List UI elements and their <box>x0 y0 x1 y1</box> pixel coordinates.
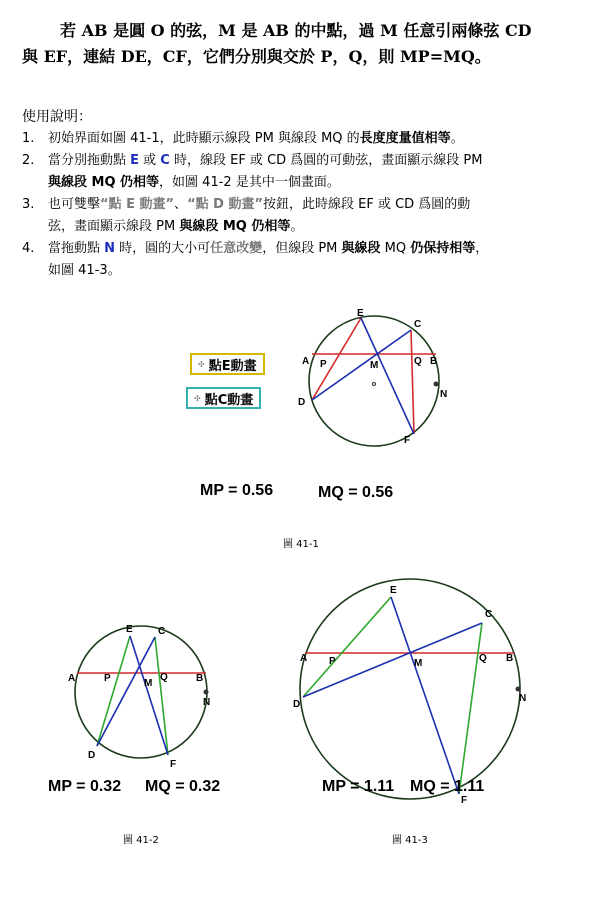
caption-fig2: 圖 41-2 <box>123 835 159 846</box>
segment-de <box>303 597 391 697</box>
label-n: N <box>519 693 527 704</box>
label-b: B <box>430 356 438 367</box>
label-a: A <box>302 356 310 367</box>
chord-ef <box>130 636 168 755</box>
chord-ef <box>391 597 459 794</box>
label-d: D <box>293 699 301 710</box>
segment-cf <box>459 623 482 794</box>
label-n: N <box>440 389 448 400</box>
animate-point-c-button[interactable]: ✣ 點C動畫 <box>186 387 261 409</box>
measure-mq-fig1: MQ = 0.56 <box>318 484 394 501</box>
measure-mq-fig2: MQ = 0.32 <box>145 778 221 795</box>
label-b: B <box>506 653 514 664</box>
animation-icon: ✣ <box>198 359 205 369</box>
label-p: P <box>104 673 111 684</box>
label-f: F <box>461 795 468 805</box>
measure-mp-fig3: MP = 1.11 <box>322 778 395 795</box>
label-m: M <box>414 658 423 669</box>
label-e: E <box>357 308 364 319</box>
label-p: P <box>329 656 336 667</box>
usage-heading: 使用說明： <box>22 109 92 125</box>
figure-41-1-diagram <box>290 300 460 460</box>
label-e: E <box>126 624 133 635</box>
usage-item-4: 4. 當拖動點 N 時，圓的大小可任意改變，但線段 PM 與線段 MQ 仍保持相等， 如圖 41-3。 <box>22 241 489 278</box>
handle-n[interactable] <box>516 687 521 692</box>
measure-mp-fig1: MP = 0.56 <box>200 482 274 499</box>
usage-item-3: 3. 也可雙擊“點 E 動畫”、“點 D 動畫”按鈕，此時線段 EF 或 CD 爲圓的動 弦，畫面顯示線段 PM 與線段 MQ 仍相等。 <box>22 197 471 234</box>
label-c: C <box>485 609 493 620</box>
chord-cd <box>97 637 155 746</box>
figure-41-2-diagram <box>60 620 220 770</box>
label-m: M <box>144 678 153 689</box>
label-q: Q <box>414 356 422 367</box>
chord-cd <box>312 330 411 400</box>
segment-cf <box>411 330 414 434</box>
label-n: N <box>203 697 211 708</box>
problem-statement <box>22 18 582 70</box>
caption-fig3: 圖 41-3 <box>392 835 428 846</box>
label-q: Q <box>160 672 168 683</box>
handle-n[interactable] <box>434 382 439 387</box>
label-d: D <box>88 750 96 761</box>
label-f: F <box>404 435 411 446</box>
label-p: P <box>320 359 327 370</box>
label-c: C <box>158 626 166 637</box>
chord-ef <box>361 318 414 434</box>
caption-fig1: 圖 41-1 <box>283 539 319 550</box>
usage-list <box>22 128 584 282</box>
segment-cf <box>155 637 168 755</box>
label-e: E <box>390 585 397 596</box>
segment-de <box>97 636 130 746</box>
usage-item-2: 2. 當分別拖動點 E 或 C 時，線段 EF 或 CD 爲圓的可動弦，畫面顯示線段 PM 與線段 MQ 仍相等，如圖 41-2 是其中一個畫面。 <box>22 153 483 190</box>
title-line-2: 與 EF，連結 DE，CF，它們分別與交於 P，Q，則 MP=MQ。 <box>22 47 491 66</box>
label-a: A <box>68 673 76 684</box>
center-o <box>373 383 376 386</box>
label-d: D <box>298 397 306 408</box>
measure-mp-fig2: MP = 0.32 <box>48 778 122 795</box>
circle <box>75 626 207 758</box>
label-a: A <box>300 653 308 664</box>
label-q: Q <box>479 653 487 664</box>
measure-mq-fig3: MQ = 1.11 <box>410 778 485 795</box>
handle-n[interactable] <box>204 690 209 695</box>
animation-icon: ✣ <box>194 393 201 403</box>
animate-point-e-button[interactable]: ✣ 點E動畫 <box>190 353 265 375</box>
title-line-1: 若 AB 是圓 O 的弦，M 是 AB 的中點，過 M 任意引兩條弦 CD <box>60 21 532 40</box>
figure-41-3-diagram <box>290 575 530 805</box>
label-b: B <box>196 673 204 684</box>
label-c: C <box>414 319 422 330</box>
label-m: M <box>370 360 379 371</box>
usage-item-1: 1. 初始界面如圖 41-1，此時顯示線段 PM 與線段 MQ 的長度度量值相等。 <box>22 131 464 146</box>
circle <box>309 316 439 446</box>
label-f: F <box>170 759 177 770</box>
